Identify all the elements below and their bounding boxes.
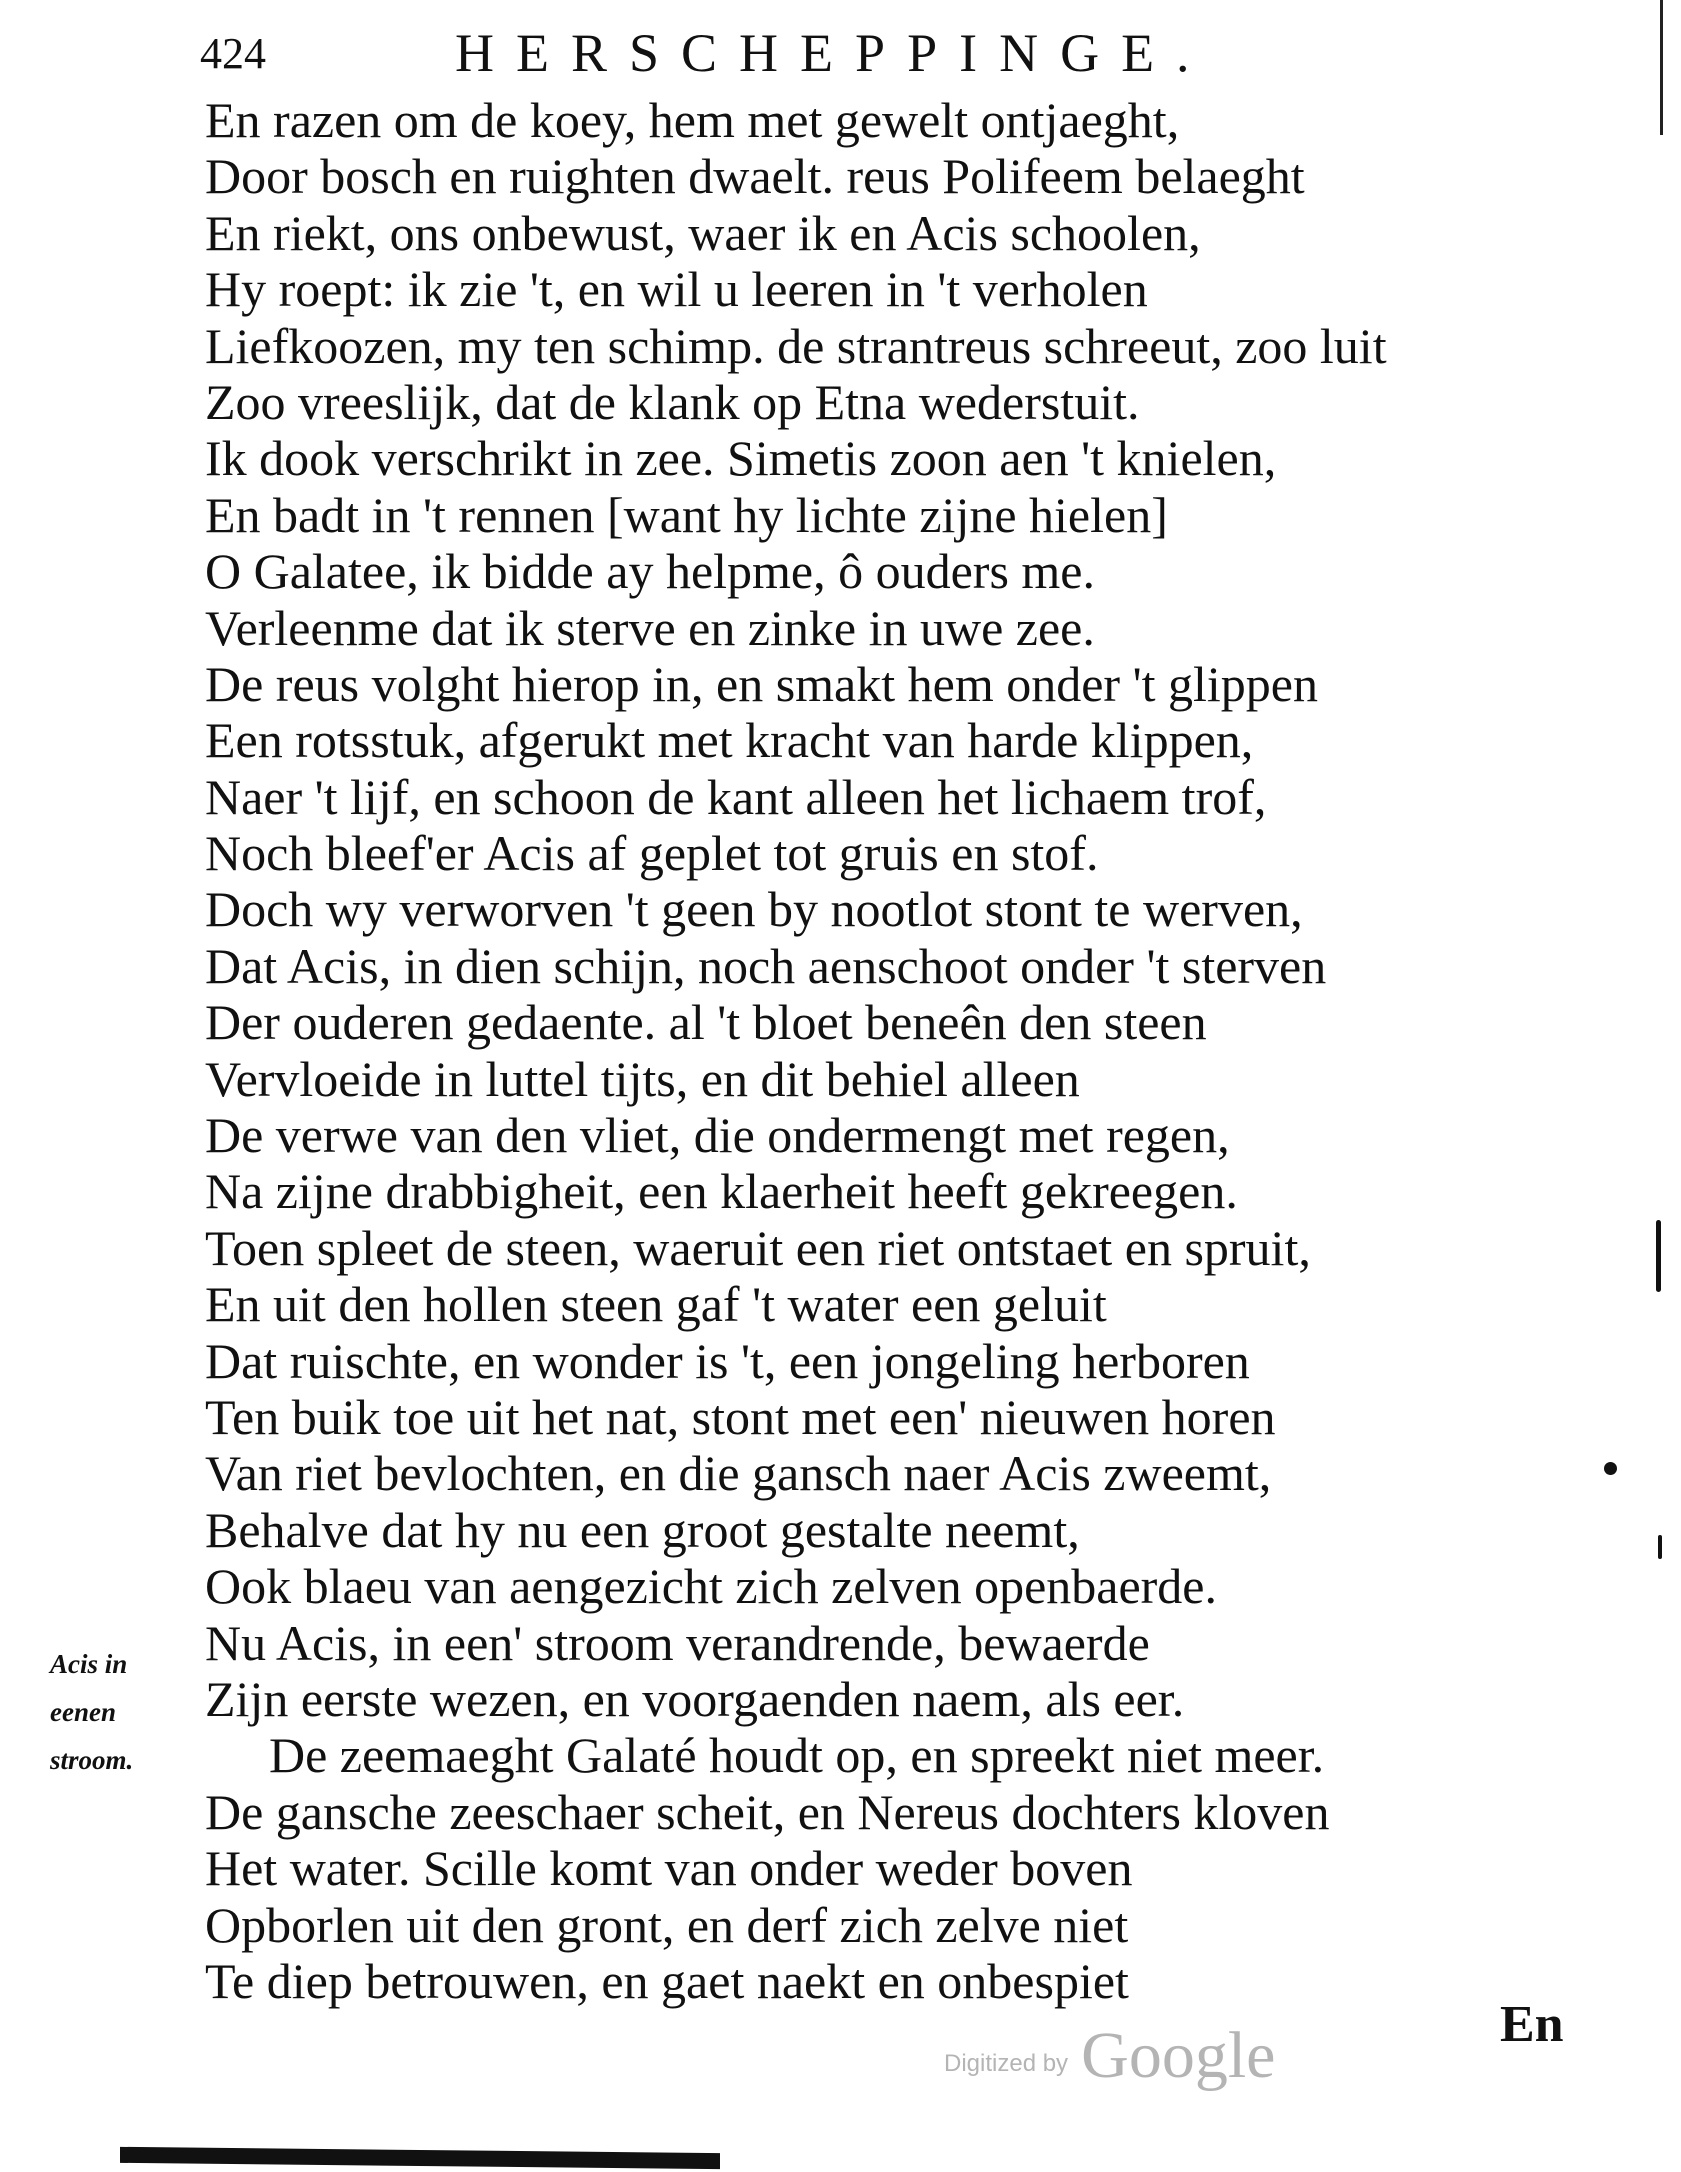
watermark-prefix: Digitized by xyxy=(944,2050,1069,2077)
verse-line: Door bosch en ruighten dwaelt. reus Polifeem belaeght xyxy=(205,148,1305,205)
verse-line: Vervloeide in luttel tijts, en dit behiel alleen xyxy=(205,1050,1080,1107)
verse-line: Naer 't lijf, en schoon de kant alleen het lichaem trof, xyxy=(205,768,1267,825)
margin-note xyxy=(50,1640,180,1784)
verse-line: Een rotsstuk, afgerukt met kracht van harde klippen, xyxy=(205,712,1254,769)
page-header xyxy=(200,22,1400,82)
verse-line: De reus volght hierop in, en smakt hem onder 't glippen xyxy=(205,655,1318,712)
verse-line: Van riet bevlochten, en die gansch naer Acis zweemt, xyxy=(205,1445,1272,1502)
verse-line: Ten buik toe uit het nat, stont met een' nieuwen horen xyxy=(205,1388,1276,1445)
verse-line: Liefkoozen, my ten schimp. de strantreus schreeut, zoo luit xyxy=(205,317,1387,374)
verse-line: De zeemaeght Galaté houdt op, en spreekt niet meer. xyxy=(269,1727,1325,1784)
verse-line: Ik dook verschrikt in zee. Simetis zoon aen 't knielen, xyxy=(205,430,1277,487)
digitization-watermark xyxy=(944,2018,1275,2094)
catchword: En xyxy=(1500,1996,1564,2053)
verse-line: En riekt, ons onbewust, waer ik en Acis schoolen, xyxy=(205,204,1201,261)
verse-line: Opborlen uit den gront, en derf zich zelve niet xyxy=(205,1896,1129,1953)
verse-line: Doch wy verworven 't geen by nootlot stont te werven, xyxy=(205,881,1303,938)
margin-note-line: stroom. xyxy=(50,1745,134,1775)
verse-line: Toen spleet de steen, waeruit een riet ontstaet en spruit, xyxy=(205,1219,1311,1276)
verse-block xyxy=(205,92,1605,2009)
verse-line: Nu Acis, in een' stroom verandrende, bewaerde xyxy=(205,1614,1150,1671)
verse-line: Hy roept: ik zie 't, en wil u leeren in 't verholen xyxy=(205,261,1148,318)
page-number: 424 xyxy=(200,29,266,78)
verse-line: En razen om de koey, hem met gewelt ontjaeght, xyxy=(205,92,1180,148)
verse-line: Zoo vreeslijk, dat de klank op Etna wederstuit. xyxy=(205,373,1140,430)
watermark-logo: Google xyxy=(1081,2019,1276,2092)
running-head: HERSCHEPPINGE. xyxy=(455,23,1212,83)
verse-line: De gansche zeeschaer scheit, en Nereus dochters kloven xyxy=(205,1783,1330,1840)
verse-line: O Galatee, ik bidde ay helpme, ô ouders me. xyxy=(205,543,1095,600)
verse-line: En badt in 't rennen [want hy lichte zijne hielen] xyxy=(205,486,1168,543)
verse-line: Het water. Scille komt van onder weder boven xyxy=(205,1840,1133,1897)
verse-line: Zijn eerste wezen, en voorgaenden naem, als eer. xyxy=(205,1670,1185,1727)
margin-note-line: Acis in xyxy=(50,1649,128,1679)
verse-line: Behalve dat hy nu een groot gestalte neemt, xyxy=(205,1501,1080,1558)
scan-shadow-bar xyxy=(120,2147,720,2169)
verse-line: De verwe van den vliet, die ondermengt met regen, xyxy=(205,1107,1230,1164)
verse-line: Dat ruischte, en wonder is 't, een jongeling herboren xyxy=(205,1332,1250,1389)
verse-line: Der ouderen gedaente. al 't bloet beneên den steen xyxy=(205,994,1207,1051)
verse-line: Ook blaeu van aengezicht zich zelven openbaerde. xyxy=(205,1558,1217,1615)
verse-line: Noch bleef'er Acis af geplet tot gruis en stof. xyxy=(205,825,1099,882)
verse-line: Te diep betrouwen, en gaet naekt en onbespiet xyxy=(205,1952,1129,2009)
page-edge-line xyxy=(1660,0,1663,135)
ink-mark xyxy=(1604,1462,1617,1475)
ink-mark xyxy=(1658,1535,1662,1559)
ink-mark xyxy=(1656,1220,1661,1292)
verse-line: Dat Acis, in dien schijn, noch aenschoot onder 't sterven xyxy=(205,937,1327,994)
verse-line: Na zijne drabbigheit, een klaerheit heeft gekreegen. xyxy=(205,1163,1238,1220)
verse-line: Verleenme dat ik sterve en zinke in uwe zee. xyxy=(205,599,1095,656)
verse-line: En uit den hollen steen gaf 't water een geluit xyxy=(205,1276,1107,1333)
margin-note-line: eenen xyxy=(50,1697,116,1727)
